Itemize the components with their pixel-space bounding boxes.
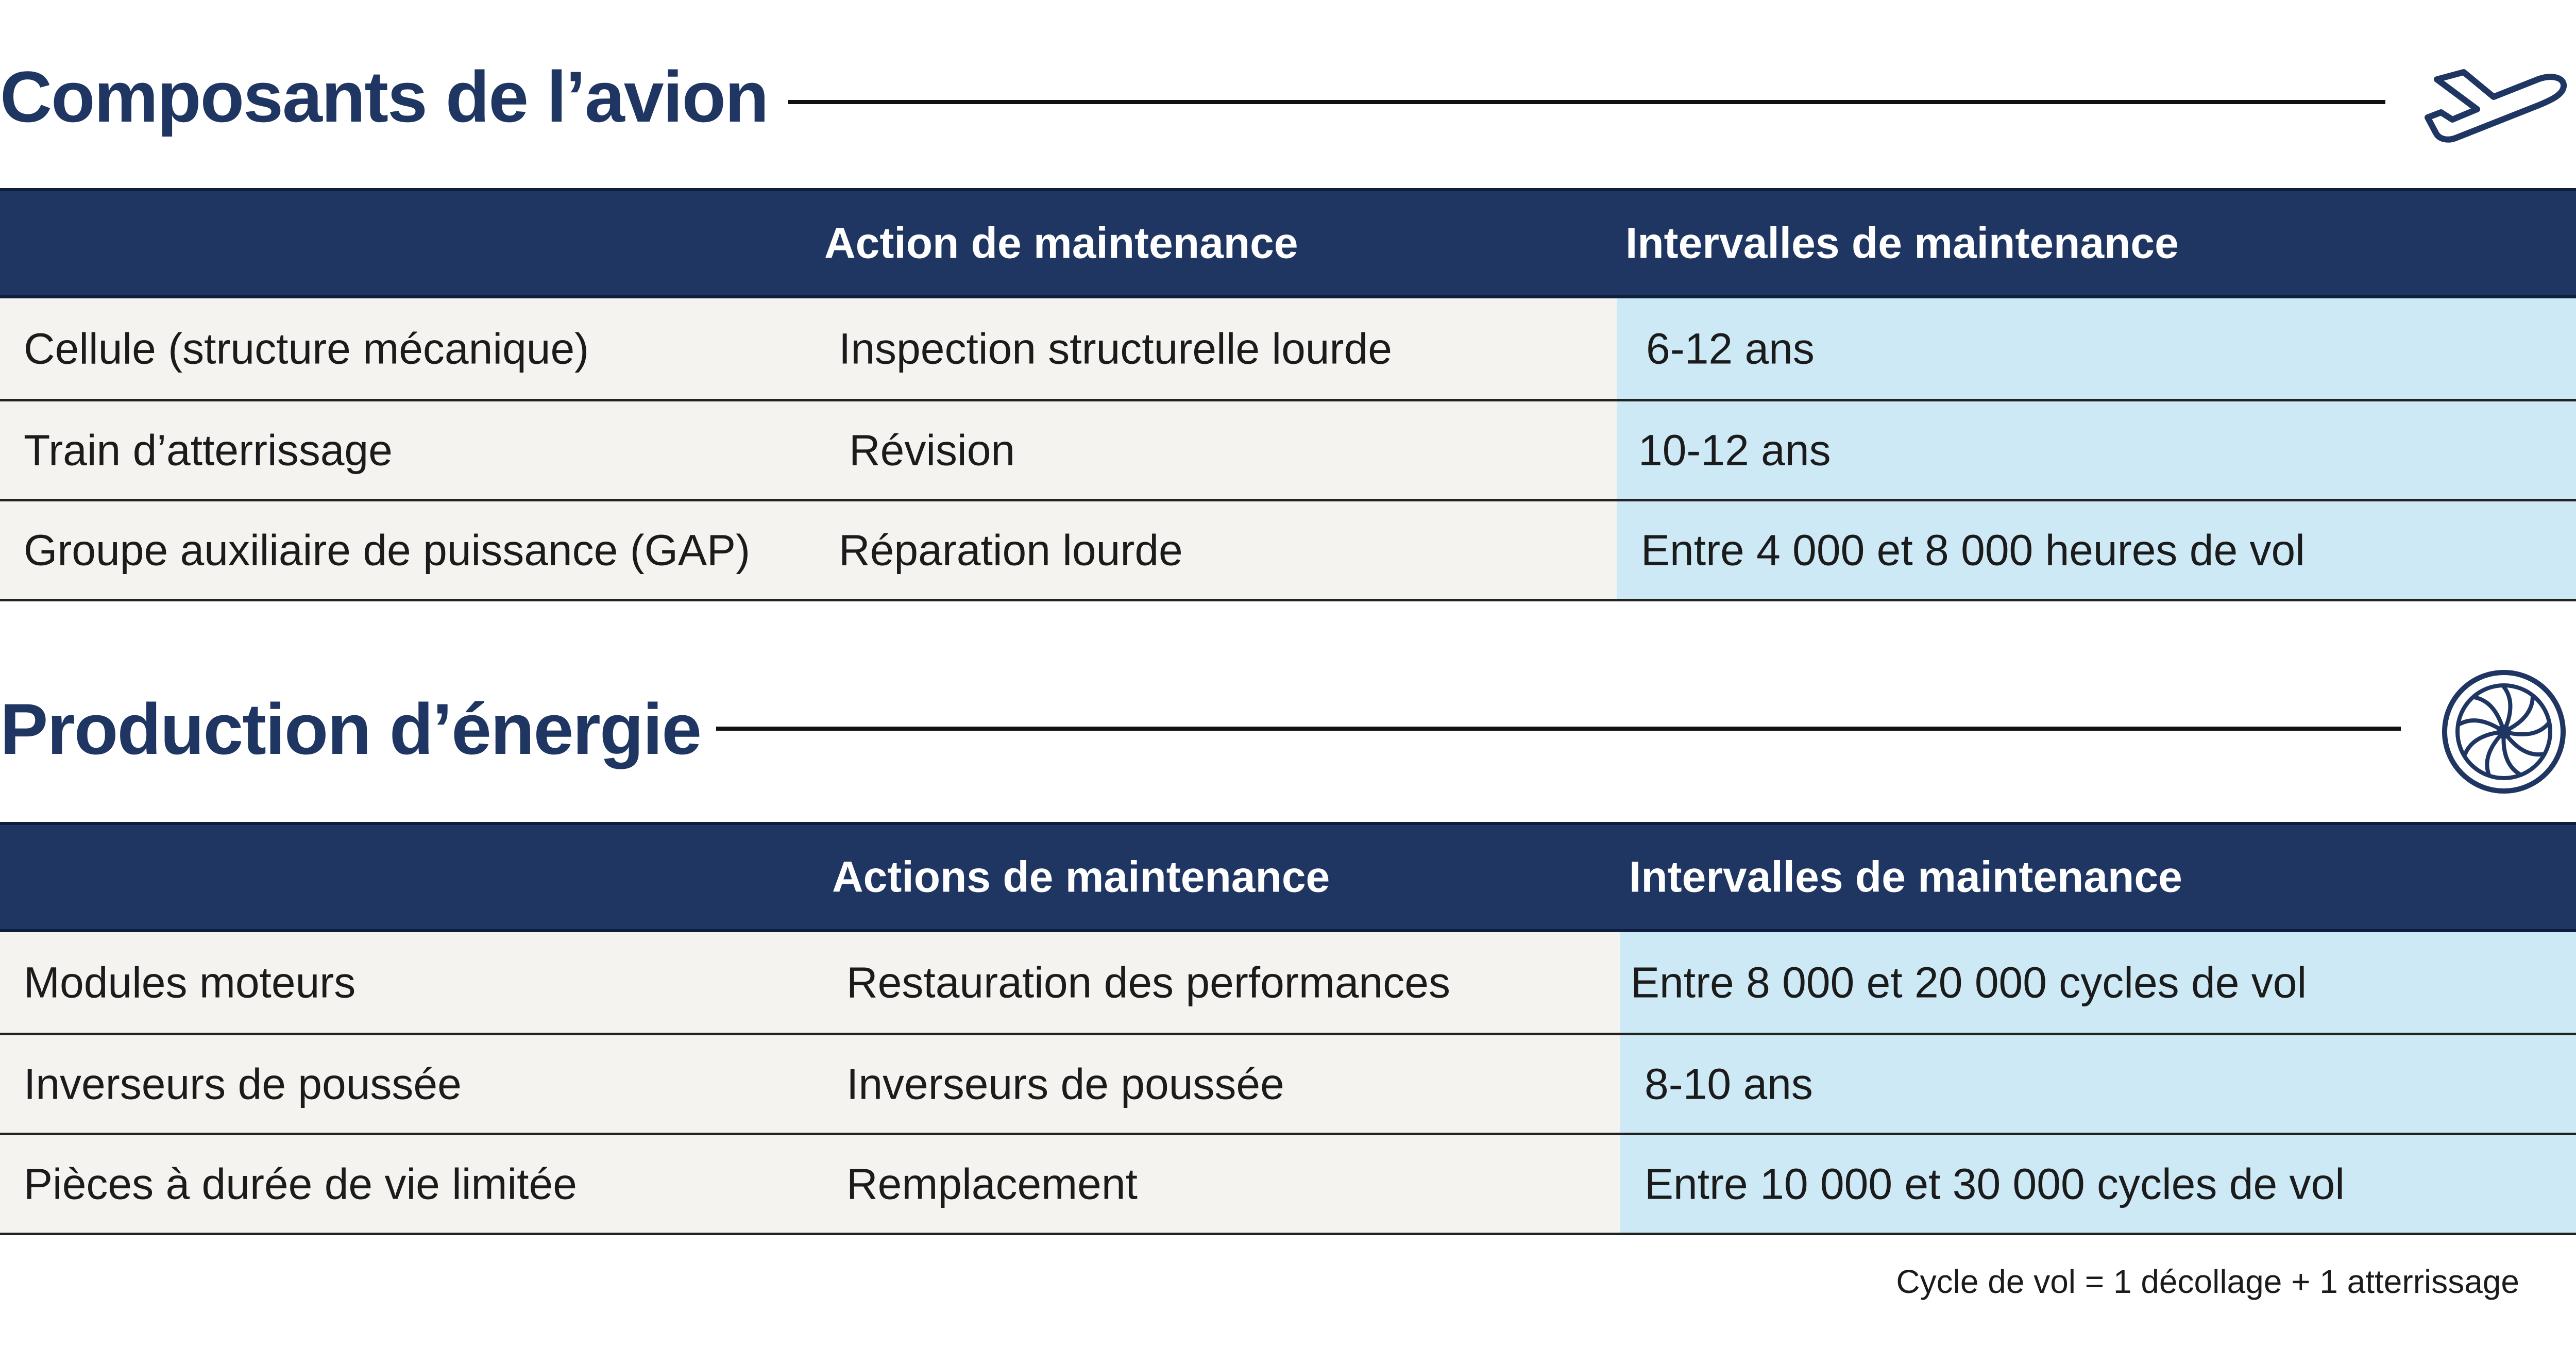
cell-component: Pièces à durée de vie limitée	[24, 1159, 577, 1208]
section-title-aircraft-components: Composants de l’avion	[0, 56, 768, 137]
header-action: Action de maintenance	[824, 218, 1298, 267]
turbine-fan-icon	[2439, 667, 2568, 796]
table-row	[0, 1035, 2576, 1135]
cell-action: Remplacement	[846, 1159, 1138, 1208]
table-header	[0, 822, 2576, 932]
cell-component: Cellule (structure mécanique)	[24, 324, 589, 373]
aircraft-components-table	[0, 188, 2576, 601]
title-divider	[788, 100, 2385, 104]
header-interval: Intervalles de maintenance	[1625, 218, 2179, 267]
header-interval: Intervalles de maintenance	[1629, 852, 2182, 901]
cell-interval: Entre 4 000 et 8 000 heures de vol	[1641, 526, 2305, 574]
table-row	[0, 501, 2576, 601]
cell-component: Inverseurs de poussée	[24, 1059, 462, 1108]
footnote: Cycle de vol = 1 décollage + 1 atterrissage	[1896, 1263, 2519, 1300]
cell-component: Train d’atterrissage	[24, 426, 393, 474]
section-title-power-production: Production d’énergie	[0, 688, 701, 769]
cell-action: Restauration des performances	[846, 958, 1450, 1006]
power-production-table	[0, 822, 2576, 1235]
cell-interval: 10-12 ans	[1638, 426, 1831, 474]
table-row	[0, 932, 2576, 1035]
table-row	[0, 298, 2576, 401]
cell-action: Révision	[849, 426, 1015, 474]
title-divider	[716, 727, 2401, 731]
cell-component: Groupe auxiliaire de puissance (GAP)	[24, 526, 751, 574]
cell-interval: 6-12 ans	[1646, 324, 1815, 373]
table-header	[0, 188, 2576, 298]
table-row	[0, 1135, 2576, 1235]
cell-interval: Entre 8 000 et 20 000 cycles de vol	[1631, 958, 2307, 1006]
cell-action: Inspection structurelle lourde	[839, 324, 1392, 373]
cell-interval: 8-10 ans	[1645, 1059, 1813, 1108]
header-action: Actions de maintenance	[832, 852, 1330, 901]
cell-component: Modules moteurs	[24, 958, 356, 1006]
airplane-takeoff-icon	[2416, 62, 2571, 160]
table-row	[0, 401, 2576, 501]
cell-interval: Entre 10 000 et 30 000 cycles de vol	[1645, 1159, 2345, 1208]
cell-action: Inverseurs de poussée	[846, 1059, 1284, 1108]
cell-action: Réparation lourde	[839, 526, 1183, 574]
